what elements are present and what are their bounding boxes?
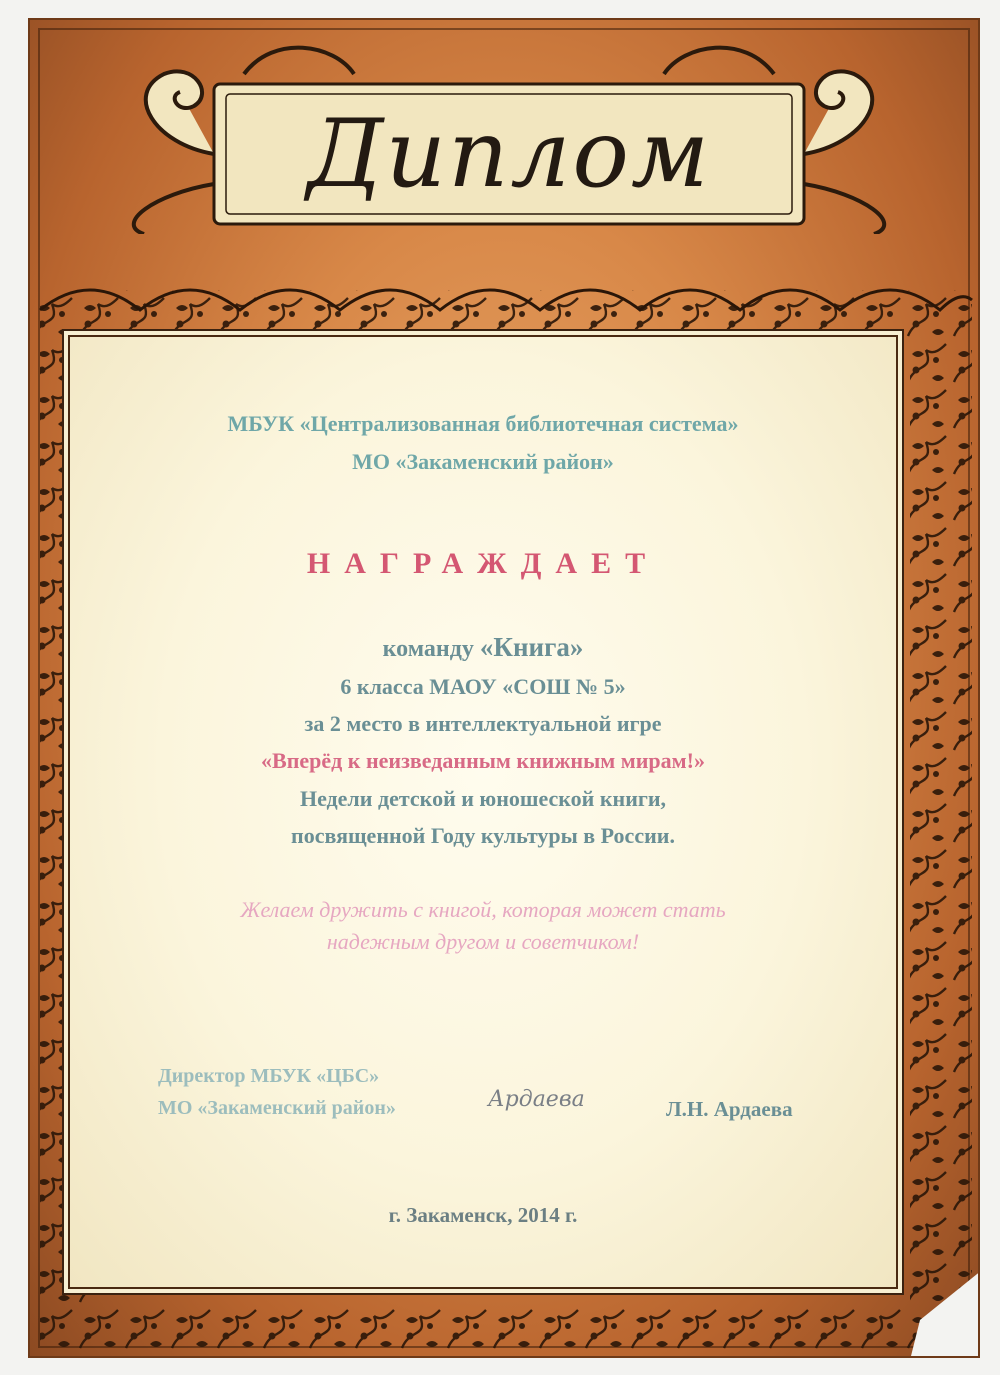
signatory-title-1: Директор МБУК «ЦБС»: [158, 1065, 380, 1087]
signatory-name: Л.Н. Ардаева: [666, 1097, 793, 1121]
team-line: [70, 632, 896, 663]
text-panel: [68, 335, 898, 1289]
team-name: «Книга»: [479, 632, 584, 662]
wish-line-1: Желаем дружить с книгой, которая может стать: [240, 897, 726, 922]
wish-line-2: надежным другом и советчиком!: [326, 929, 640, 954]
team-prefix: команду: [382, 636, 480, 662]
place-date: г. Закаменск, 2014 г.: [388, 1203, 578, 1227]
signatory-title-2: МО «Закаменский район»: [158, 1097, 396, 1119]
class-line: 6 класса МАОУ «СОШ № 5»: [340, 674, 626, 699]
handwritten-signature: Ардаева: [488, 1087, 585, 1112]
award-heading: НАГРАЖДАЕТ: [306, 547, 660, 580]
organization-line-1: МБУК «Централизованная библиотечная система»: [227, 411, 739, 436]
game-title: «Вперёд к неизведанным книжным мирам!»: [261, 748, 705, 773]
week-line: Недели детской и юношеской книги,: [299, 786, 667, 811]
place-line: за 2 место в интеллектуальной игре: [304, 711, 662, 736]
diploma-title: Диплом: [307, 100, 711, 209]
organization-line-2: МО «Закаменский район»: [352, 449, 614, 474]
dedication-line: посвященной Году культуры в России.: [291, 823, 675, 848]
